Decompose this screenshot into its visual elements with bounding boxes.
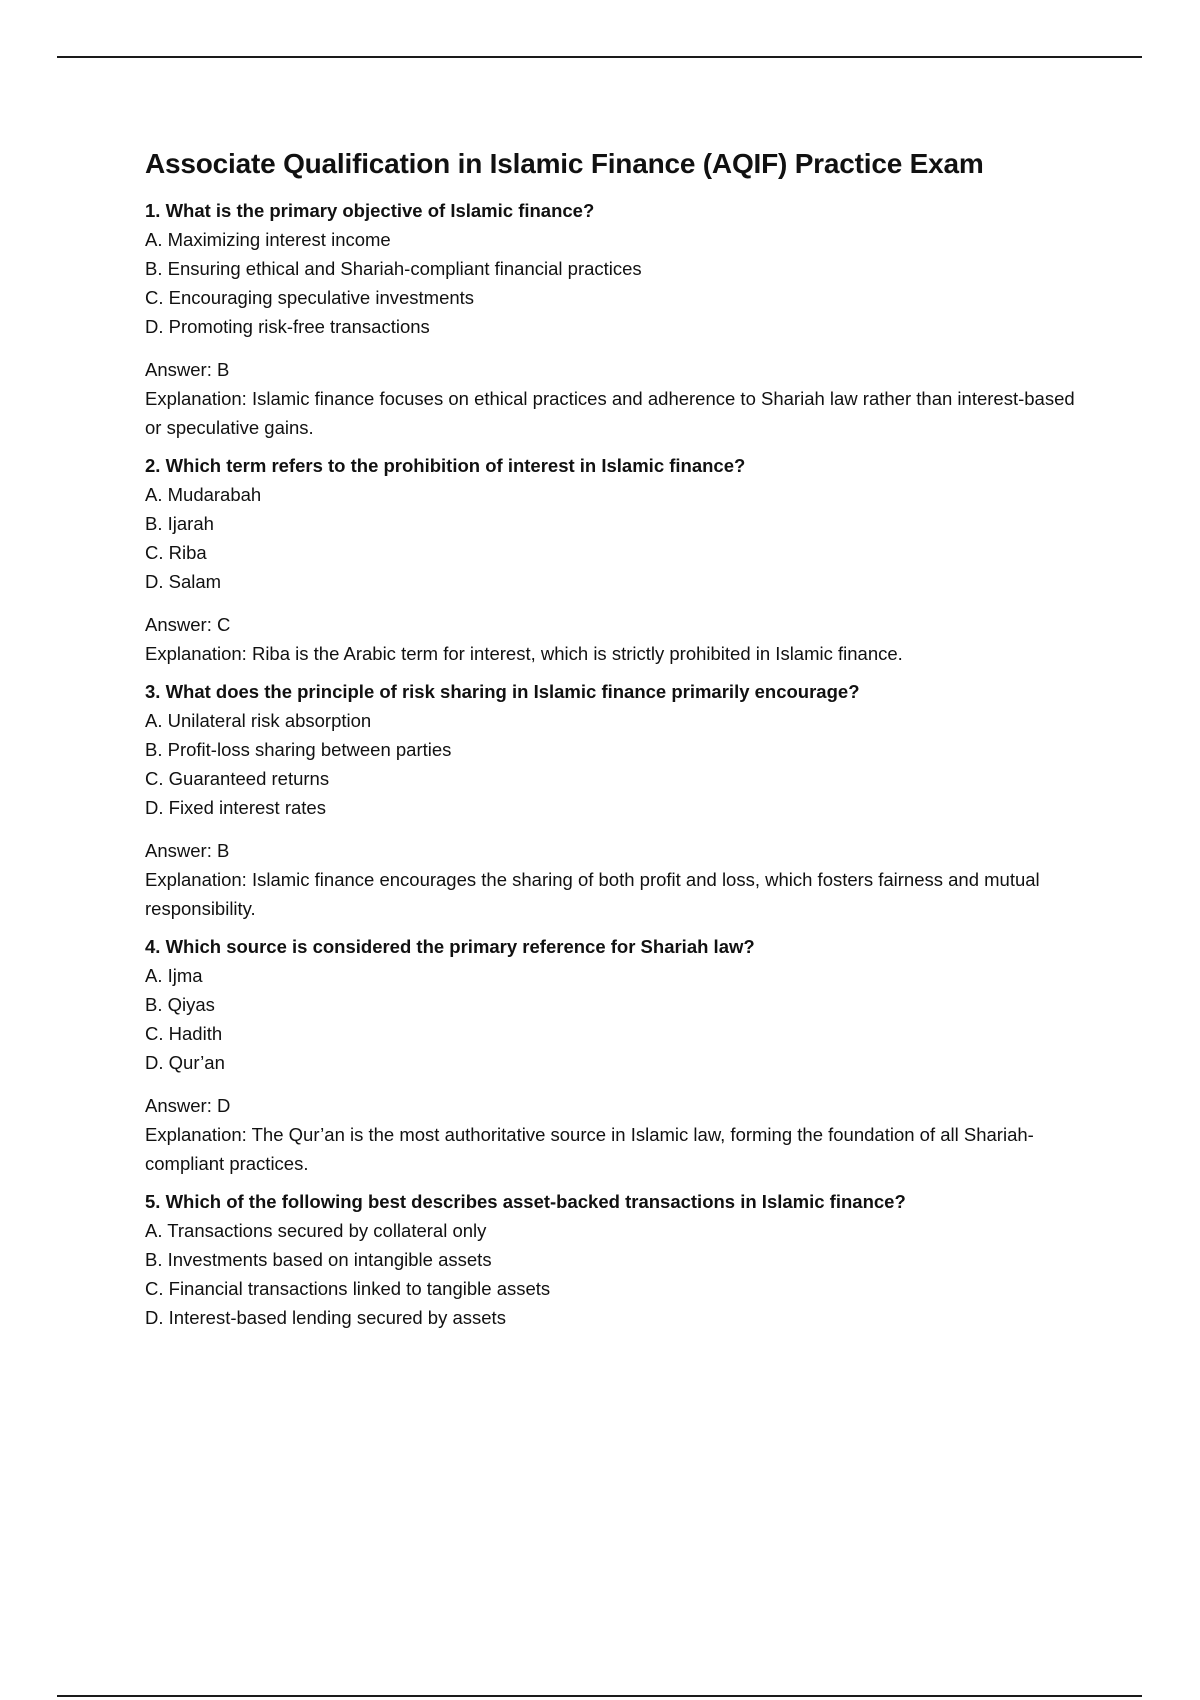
question-text: 3. What does the principle of risk sharing in Islamic finance primarily encourage?: [145, 681, 860, 702]
answer-option: A. Maximizing interest income: [145, 229, 391, 250]
answer-option: A. Transactions secured by collateral only: [145, 1220, 487, 1241]
question-text: 1. What is the primary objective of Islamic finance?: [145, 200, 595, 221]
answer-option: D. Fixed interest rates: [145, 797, 326, 818]
question-text: 4. Which source is considered the primary reference for Shariah law?: [145, 936, 755, 957]
answer-option: B. Qiyas: [145, 994, 215, 1015]
answer-option: C. Encouraging speculative investments: [145, 287, 475, 308]
answer-option: A. Ijma: [145, 965, 203, 986]
answer-option: C. Riba: [145, 542, 207, 563]
answer-option: C. Hadith: [145, 1023, 223, 1044]
answer-explanation: Explanation: The Qur’an is the most authoritative source in Islamic law, forming the foundation of all Shariah-compliant practices.: [145, 1124, 1034, 1174]
question-block: [145, 451, 1075, 668]
answer-option: D. Qur’an: [145, 1052, 225, 1073]
answer-option: A. Mudarabah: [145, 484, 262, 505]
answer-option: B. Ijarah: [145, 513, 214, 534]
question-block: [145, 932, 1075, 1178]
answer-explanation: Explanation: Riba is the Arabic term for interest, which is strictly prohibited in Islamic finance.: [145, 643, 903, 664]
question-block: [145, 1187, 1075, 1332]
correct-answer: Answer: B: [145, 840, 230, 861]
correct-answer: Answer: C: [145, 614, 231, 635]
answer-block: [145, 1091, 1075, 1178]
answer-option: D. Promoting risk-free transactions: [145, 316, 430, 337]
question-block: [145, 677, 1075, 923]
answer-explanation: Explanation: Islamic finance encourages the sharing of both profit and loss, which fosters fairness and mutual responsibility.: [145, 869, 1040, 919]
correct-answer: Answer: B: [145, 359, 230, 380]
question-text: 5. Which of the following best describes asset-backed transactions in Islamic finance?: [145, 1191, 906, 1212]
document-body: [145, 148, 1075, 1341]
answer-option: B. Ensuring ethical and Shariah-compliant financial practices: [145, 258, 642, 279]
footer-rule: [57, 1695, 1142, 1697]
header-rule: [57, 56, 1142, 58]
question-text: 2. Which term refers to the prohibition of interest in Islamic finance?: [145, 455, 746, 476]
page-title: Associate Qualification in Islamic Finance (AQIF) Practice Exam: [145, 148, 984, 179]
answer-block: [145, 355, 1075, 442]
answer-block: [145, 610, 1075, 668]
answer-explanation: Explanation: Islamic finance focuses on ethical practices and adherence to Shariah law rather than interest-based or speculative gains.: [145, 388, 1075, 438]
answer-option: D. Salam: [145, 571, 222, 592]
answer-option: A. Unilateral risk absorption: [145, 710, 372, 731]
answer-option: B. Investments based on intangible assets: [145, 1249, 492, 1270]
answer-option: B. Profit-loss sharing between parties: [145, 739, 452, 760]
answer-block: [145, 836, 1075, 923]
answer-option: D. Interest-based lending secured by assets: [145, 1307, 506, 1328]
question-block: [145, 196, 1075, 442]
correct-answer: Answer: D: [145, 1095, 231, 1116]
answer-option: C. Financial transactions linked to tangible assets: [145, 1278, 551, 1299]
answer-option: C. Guaranteed returns: [145, 768, 330, 789]
